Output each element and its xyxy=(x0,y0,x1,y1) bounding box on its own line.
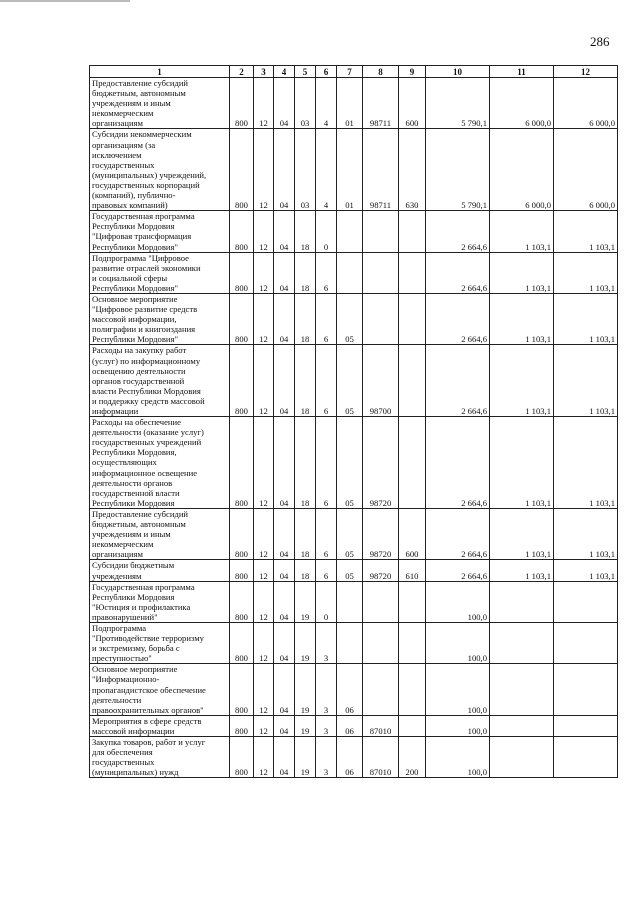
cell-col-7: 05 xyxy=(337,560,363,581)
cell-col-2: 800 xyxy=(230,417,254,509)
cell-col-5: 18 xyxy=(295,252,316,293)
cell-col-12 xyxy=(554,622,618,663)
cell-col-12 xyxy=(554,664,618,715)
cell-col-3: 12 xyxy=(254,581,274,622)
cell-col-10: 100,0 xyxy=(426,664,490,715)
cell-col-6: 3 xyxy=(316,622,337,663)
cell-col-2: 800 xyxy=(230,664,254,715)
cell-col-2: 800 xyxy=(230,622,254,663)
column-header-7: 7 xyxy=(337,66,363,78)
cell-col-12 xyxy=(554,581,618,622)
column-header-4: 4 xyxy=(274,66,295,78)
column-header-9: 9 xyxy=(399,66,426,78)
cell-col-11: 1 103,1 xyxy=(490,252,554,293)
cell-col-3: 12 xyxy=(254,252,274,293)
table-row xyxy=(90,417,618,509)
cell-col-12: 1 103,1 xyxy=(554,560,618,581)
cell-col-7: 06 xyxy=(337,664,363,715)
table-row xyxy=(90,508,618,559)
cell-col-11: 1 103,1 xyxy=(490,293,554,344)
cell-col-7: 01 xyxy=(337,78,363,129)
cell-col-5: 19 xyxy=(295,581,316,622)
cell-col-10: 100,0 xyxy=(426,737,490,778)
cell-col-12: 1 103,1 xyxy=(554,345,618,417)
table-row xyxy=(90,581,618,622)
header-row xyxy=(90,66,618,78)
cell-col-8: 98700 xyxy=(363,345,399,417)
cell-col-3: 12 xyxy=(254,508,274,559)
column-header-11: 11 xyxy=(490,66,554,78)
cell-col-8: 98720 xyxy=(363,508,399,559)
table-row xyxy=(90,345,618,417)
cell-col-5: 03 xyxy=(295,129,316,211)
cell-col-12: 1 103,1 xyxy=(554,211,618,252)
column-header-12: 12 xyxy=(554,66,618,78)
cell-col-10: 2 664,6 xyxy=(426,560,490,581)
cell-col-9: 600 xyxy=(399,508,426,559)
table-row xyxy=(90,560,618,581)
cell-col-4: 04 xyxy=(274,417,295,509)
cell-col-5: 19 xyxy=(295,737,316,778)
cell-col-9: 200 xyxy=(399,737,426,778)
cell-col-4: 04 xyxy=(274,737,295,778)
cell-col-4: 04 xyxy=(274,252,295,293)
cell-col-3: 12 xyxy=(254,129,274,211)
cell-col-9 xyxy=(399,293,426,344)
cell-col-2: 800 xyxy=(230,737,254,778)
cell-col-8 xyxy=(363,252,399,293)
column-header-2: 2 xyxy=(230,66,254,78)
cell-col-7 xyxy=(337,581,363,622)
row-name-cell: Государственная программа Республики Мордовия "Юстиция и профилактика правонарушений" xyxy=(90,581,230,622)
row-name-cell: Субсидии бюджетным учреждениям xyxy=(90,560,230,581)
cell-col-8: 98720 xyxy=(363,560,399,581)
cell-col-12 xyxy=(554,737,618,778)
cell-col-10: 100,0 xyxy=(426,715,490,736)
cell-col-3: 12 xyxy=(254,737,274,778)
row-name-cell: Закупка товаров, работ и услуг для обеспечения государственных (муниципальных) нужд xyxy=(90,737,230,778)
cell-col-8 xyxy=(363,211,399,252)
table-row xyxy=(90,293,618,344)
table-row xyxy=(90,715,618,736)
cell-col-12: 1 103,1 xyxy=(554,417,618,509)
cell-col-7: 06 xyxy=(337,737,363,778)
cell-col-11: 1 103,1 xyxy=(490,211,554,252)
cell-col-8: 87010 xyxy=(363,737,399,778)
cell-col-9 xyxy=(399,345,426,417)
cell-col-10: 2 664,6 xyxy=(426,252,490,293)
row-name-cell: Субсидии некоммерческим организациям (за исключением государственных (муниципальных) учреждений, государственных корпораций (компаний), публично- правовых компаний) xyxy=(90,129,230,211)
cell-col-2: 800 xyxy=(230,508,254,559)
cell-col-10: 2 664,6 xyxy=(426,211,490,252)
cell-col-3: 12 xyxy=(254,664,274,715)
cell-col-4: 04 xyxy=(274,211,295,252)
cell-col-6: 6 xyxy=(316,345,337,417)
cell-col-6: 3 xyxy=(316,715,337,736)
cell-col-11: 1 103,1 xyxy=(490,508,554,559)
cell-col-6: 0 xyxy=(316,581,337,622)
cell-col-3: 12 xyxy=(254,560,274,581)
cell-col-8: 98711 xyxy=(363,129,399,211)
cell-col-6: 6 xyxy=(316,508,337,559)
cell-col-8: 87010 xyxy=(363,715,399,736)
table-row xyxy=(90,252,618,293)
scan-edge-mark xyxy=(0,0,130,2)
cell-col-4: 04 xyxy=(274,508,295,559)
cell-col-3: 12 xyxy=(254,78,274,129)
cell-col-11 xyxy=(490,737,554,778)
cell-col-4: 04 xyxy=(274,664,295,715)
cell-col-6: 6 xyxy=(316,293,337,344)
cell-col-6: 6 xyxy=(316,252,337,293)
cell-col-4: 04 xyxy=(274,560,295,581)
cell-col-2: 800 xyxy=(230,345,254,417)
cell-col-3: 12 xyxy=(254,211,274,252)
cell-col-9 xyxy=(399,622,426,663)
cell-col-10: 2 664,6 xyxy=(426,417,490,509)
cell-col-7 xyxy=(337,252,363,293)
cell-col-11: 1 103,1 xyxy=(490,345,554,417)
cell-col-5: 19 xyxy=(295,622,316,663)
cell-col-11: 6 000,0 xyxy=(490,78,554,129)
cell-col-3: 12 xyxy=(254,622,274,663)
cell-col-8 xyxy=(363,293,399,344)
cell-col-4: 04 xyxy=(274,581,295,622)
cell-col-11 xyxy=(490,715,554,736)
row-name-cell: Расходы на обеспечение деятельности (оказание услуг) государственных учреждений Республики Мордовия, осуществляющих информационное освещение деятельности органов государственной власти Республики Мордовия xyxy=(90,417,230,509)
column-header-5: 5 xyxy=(295,66,316,78)
cell-col-8 xyxy=(363,581,399,622)
cell-col-10: 5 790,1 xyxy=(426,129,490,211)
cell-col-12: 1 103,1 xyxy=(554,293,618,344)
table-row xyxy=(90,664,618,715)
table-body xyxy=(90,78,618,778)
cell-col-4: 04 xyxy=(274,129,295,211)
cell-col-8: 98720 xyxy=(363,417,399,509)
cell-col-11: 1 103,1 xyxy=(490,560,554,581)
cell-col-7: 05 xyxy=(337,508,363,559)
cell-col-7: 01 xyxy=(337,129,363,211)
cell-col-2: 800 xyxy=(230,581,254,622)
cell-col-2: 800 xyxy=(230,560,254,581)
cell-col-4: 04 xyxy=(274,78,295,129)
cell-col-2: 800 xyxy=(230,293,254,344)
cell-col-3: 12 xyxy=(254,715,274,736)
cell-col-8: 98711 xyxy=(363,78,399,129)
cell-col-9: 610 xyxy=(399,560,426,581)
cell-col-9 xyxy=(399,715,426,736)
cell-col-12: 1 103,1 xyxy=(554,252,618,293)
cell-col-11 xyxy=(490,664,554,715)
cell-col-10: 2 664,6 xyxy=(426,508,490,559)
cell-col-7 xyxy=(337,211,363,252)
table-row xyxy=(90,737,618,778)
cell-col-4: 04 xyxy=(274,293,295,344)
table-row xyxy=(90,622,618,663)
cell-col-10: 2 664,6 xyxy=(426,293,490,344)
cell-col-5: 18 xyxy=(295,417,316,509)
cell-col-12: 6 000,0 xyxy=(554,78,618,129)
cell-col-12 xyxy=(554,715,618,736)
row-name-cell: Предоставление субсидий бюджетным, автономным учреждениям и иным некоммерческим организациям xyxy=(90,508,230,559)
cell-col-2: 800 xyxy=(230,78,254,129)
cell-col-2: 800 xyxy=(230,211,254,252)
cell-col-10: 100,0 xyxy=(426,622,490,663)
cell-col-5: 18 xyxy=(295,508,316,559)
cell-col-11 xyxy=(490,581,554,622)
cell-col-3: 12 xyxy=(254,345,274,417)
cell-col-9 xyxy=(399,664,426,715)
cell-col-8 xyxy=(363,664,399,715)
cell-col-6: 4 xyxy=(316,129,337,211)
cell-col-4: 04 xyxy=(274,345,295,417)
row-name-cell: Мероприятия в сфере средств массовой информации xyxy=(90,715,230,736)
column-header-1: 1 xyxy=(90,66,230,78)
cell-col-5: 18 xyxy=(295,293,316,344)
row-name-cell: Основное мероприятие "Информационно- пропагандистское обеспечение деятельности правоохранительных органов" xyxy=(90,664,230,715)
cell-col-12: 6 000,0 xyxy=(554,129,618,211)
cell-col-2: 800 xyxy=(230,715,254,736)
cell-col-6: 3 xyxy=(316,664,337,715)
column-header-3: 3 xyxy=(254,66,274,78)
cell-col-9 xyxy=(399,581,426,622)
cell-col-9 xyxy=(399,417,426,509)
row-name-cell: Расходы на закупку работ (услуг) по информационному освещению деятельности органов государственной власти Республики Мордовия и поддержку средств массовой информации xyxy=(90,345,230,417)
cell-col-7: 05 xyxy=(337,345,363,417)
cell-col-10: 2 664,6 xyxy=(426,345,490,417)
cell-col-5: 03 xyxy=(295,78,316,129)
column-header-6: 6 xyxy=(316,66,337,78)
cell-col-5: 18 xyxy=(295,211,316,252)
cell-col-8 xyxy=(363,622,399,663)
cell-col-6: 3 xyxy=(316,737,337,778)
cell-col-9: 630 xyxy=(399,129,426,211)
cell-col-3: 12 xyxy=(254,293,274,344)
cell-col-12: 1 103,1 xyxy=(554,508,618,559)
cell-col-10: 100,0 xyxy=(426,581,490,622)
cell-col-9 xyxy=(399,211,426,252)
row-name-cell: Предоставление субсидий бюджетным, автономным учреждениям и иным некоммерческим организациям xyxy=(90,78,230,129)
table-row xyxy=(90,78,618,129)
cell-col-4: 04 xyxy=(274,715,295,736)
cell-col-6: 4 xyxy=(316,78,337,129)
cell-col-9 xyxy=(399,252,426,293)
cell-col-5: 18 xyxy=(295,345,316,417)
cell-col-7: 06 xyxy=(337,715,363,736)
cell-col-5: 19 xyxy=(295,664,316,715)
table-row xyxy=(90,211,618,252)
page-number: 286 xyxy=(590,34,610,49)
row-name-cell: Подпрограмма "Противодействие терроризму и экстремизму, борьба с преступностью" xyxy=(90,622,230,663)
cell-col-7 xyxy=(337,622,363,663)
cell-col-2: 800 xyxy=(230,129,254,211)
cell-col-5: 19 xyxy=(295,715,316,736)
cell-col-2: 800 xyxy=(230,252,254,293)
cell-col-6: 6 xyxy=(316,560,337,581)
column-header-8: 8 xyxy=(363,66,399,78)
cell-col-9: 600 xyxy=(399,78,426,129)
table-row xyxy=(90,129,618,211)
cell-col-11: 1 103,1 xyxy=(490,417,554,509)
cell-col-7: 05 xyxy=(337,417,363,509)
column-header-10: 10 xyxy=(426,66,490,78)
cell-col-3: 12 xyxy=(254,417,274,509)
cell-col-7: 05 xyxy=(337,293,363,344)
row-name-cell: Подпрограмма "Цифровое развитие отраслей экономики и социальной сферы Республики Мордовия" xyxy=(90,252,230,293)
row-name-cell: Государственная программа Республики Мордовия "Цифровая трансформация Республики Мордовия" xyxy=(90,211,230,252)
cell-col-4: 04 xyxy=(274,622,295,663)
cell-col-10: 5 790,1 xyxy=(426,78,490,129)
cell-col-11 xyxy=(490,622,554,663)
row-name-cell: Основное мероприятие "Цифровое развитие средств массовой информации, полиграфии и книгоиздания Республики Мордовия" xyxy=(90,293,230,344)
cell-col-6: 0 xyxy=(316,211,337,252)
cell-col-5: 18 xyxy=(295,560,316,581)
budget-table xyxy=(89,65,618,778)
cell-col-11: 6 000,0 xyxy=(490,129,554,211)
cell-col-6: 6 xyxy=(316,417,337,509)
